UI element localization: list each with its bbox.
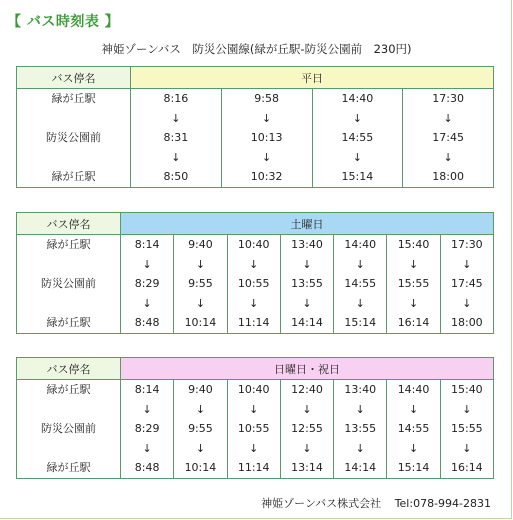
departure-time: 13:55 [344, 422, 377, 436]
saturday-header: 土曜日 [121, 213, 494, 235]
down-arrow-icon: ↓ [302, 402, 312, 416]
departure-time: 10:40 [237, 238, 270, 251]
down-arrow-icon: ↓ [262, 111, 272, 125]
departure-time: 9:55 [188, 422, 213, 436]
trip-column [131, 89, 222, 188]
departure-time: 15:40 [450, 383, 483, 396]
stop-names [17, 235, 121, 334]
down-arrow-icon: ↓ [249, 296, 259, 310]
departure-time: 8:16 [163, 92, 189, 105]
down-arrow-icon: ↓ [302, 296, 312, 310]
departure-time: 15:55 [450, 422, 483, 436]
down-arrow-icon: ↓ [171, 150, 181, 164]
departure-time: 13:40 [344, 383, 377, 396]
departure-time: 13:55 [291, 277, 323, 291]
departure-time: 10:55 [237, 277, 270, 291]
trip-column [440, 235, 493, 334]
down-arrow-icon: ↓ [352, 111, 362, 125]
trip-column [387, 380, 440, 479]
down-arrow-icon: ↓ [249, 402, 259, 416]
down-arrow-icon: ↓ [262, 150, 272, 164]
departure-time: 10:14 [184, 316, 217, 330]
departure-time: 14:40 [341, 92, 374, 105]
trip-column [440, 380, 493, 479]
down-arrow-icon: ↓ [195, 296, 206, 310]
down-arrow-icon: ↓ [302, 257, 312, 271]
down-arrow-icon: ↓ [142, 296, 152, 310]
trip-column [387, 235, 440, 334]
departure-time: 10:14 [184, 461, 217, 475]
stop-name: 緑が丘駅 [46, 383, 91, 396]
saturday-times-row [17, 235, 494, 334]
down-arrow-icon: ↓ [408, 402, 419, 416]
departure-time: 10:40 [237, 383, 270, 396]
departure-time: 14:40 [397, 383, 430, 396]
departure-time: 12:40 [291, 383, 323, 396]
weekday-times-row [17, 89, 494, 188]
departure-time: 17:45 [432, 131, 464, 145]
down-arrow-icon: ↓ [462, 441, 472, 455]
departure-time: 14:55 [397, 422, 430, 436]
down-arrow-icon: ↓ [195, 257, 206, 271]
departure-time: 17:30 [432, 92, 464, 105]
departure-time: 13:40 [291, 238, 323, 251]
departure-time: 15:14 [344, 316, 377, 330]
departure-time: 8:50 [163, 170, 189, 184]
departure-time: 14:14 [344, 461, 377, 475]
holiday-header: 日曜日・祝日 [121, 358, 494, 380]
departure-time: 8:14 [134, 238, 160, 251]
departure-time: 9:40 [188, 238, 213, 251]
departure-time: 8:29 [134, 277, 160, 291]
trip-column [312, 89, 403, 188]
stop-column-header: バス停名 [17, 213, 121, 235]
down-arrow-icon: ↓ [408, 441, 419, 455]
down-arrow-icon: ↓ [462, 257, 472, 271]
departure-time: 13:14 [291, 461, 323, 475]
departure-time: 9:55 [188, 277, 213, 291]
stop-names [17, 89, 131, 188]
departure-time: 15:40 [397, 238, 430, 251]
departure-time: 15:55 [397, 277, 430, 291]
departure-time: 15:14 [341, 170, 374, 184]
departure-time: 10:32 [250, 170, 283, 184]
departure-time: 18:00 [432, 170, 464, 184]
down-arrow-icon: ↓ [408, 296, 419, 310]
stop-name: 緑が丘駅 [46, 238, 91, 251]
stop-name: 緑が丘駅 [46, 461, 91, 475]
down-arrow-icon: ↓ [142, 402, 152, 416]
departure-time: 10:55 [237, 422, 270, 436]
stop-name: 防災公園前 [46, 131, 101, 145]
down-arrow-icon: ↓ [355, 257, 365, 271]
departure-time: 9:40 [188, 383, 213, 396]
trip-column [121, 235, 174, 334]
down-arrow-icon: ↓ [355, 441, 365, 455]
stop-column-header: バス停名 [17, 358, 121, 380]
down-arrow-icon: ↓ [408, 257, 419, 271]
departure-time: 14:55 [341, 131, 374, 145]
down-arrow-icon: ↓ [355, 296, 365, 310]
departure-time: 14:40 [344, 238, 377, 251]
departure-time: 8:29 [134, 422, 160, 436]
down-arrow-icon: ↓ [352, 150, 362, 164]
operator-footer [261, 495, 491, 511]
departure-time: 9:58 [254, 92, 279, 105]
trip-column [121, 380, 174, 479]
departure-time: 16:14 [397, 316, 430, 330]
route-subtitle: 神姫ゾーンバス 防災公園線(緑が丘駅-防災公園前 230円) [101, 42, 412, 56]
departure-time: 8:48 [134, 461, 160, 475]
trip-column [227, 380, 280, 479]
stop-name: 緑が丘駅 [51, 92, 96, 105]
departure-time: 11:14 [237, 461, 270, 475]
stop-name: 防災公園前 [41, 422, 96, 436]
departure-time: 15:14 [397, 461, 430, 475]
stop-name: 防災公園前 [41, 277, 96, 291]
departure-time: 8:31 [163, 131, 189, 145]
trip-column [174, 235, 227, 334]
down-arrow-icon: ↓ [142, 257, 152, 271]
departure-time: 10:13 [250, 131, 283, 145]
stop-column-header: バス停名 [17, 67, 131, 89]
trip-column [221, 89, 312, 188]
stop-name: 緑が丘駅 [46, 316, 91, 330]
weekday-header: 平日 [131, 67, 494, 89]
departure-time: 17:30 [450, 238, 483, 251]
departure-time: 14:55 [344, 277, 377, 291]
down-arrow-icon: ↓ [355, 402, 365, 416]
trip-column [174, 380, 227, 479]
down-arrow-icon: ↓ [443, 150, 453, 164]
departure-time: 12:55 [291, 422, 323, 436]
operator-phone: Tel:078-994-2831 [394, 497, 491, 510]
departure-time: 18:00 [450, 316, 483, 330]
page-title: 【 バス時刻表 】 [7, 14, 120, 30]
trip-column [227, 235, 280, 334]
down-arrow-icon: ↓ [462, 402, 472, 416]
holiday-timetable [16, 357, 494, 479]
down-arrow-icon: ↓ [302, 441, 312, 455]
operator-name: 神姫ゾーンバス株式会社 [261, 497, 382, 510]
stop-name: 緑が丘駅 [51, 170, 96, 184]
trip-column [280, 380, 333, 479]
departure-time: 17:45 [450, 277, 483, 291]
departure-time: 11:14 [237, 316, 270, 330]
down-arrow-icon: ↓ [195, 402, 206, 416]
departure-time: 16:14 [450, 461, 483, 475]
weekday-timetable [16, 66, 494, 188]
trip-column [403, 89, 494, 188]
trip-column [334, 380, 387, 479]
trip-column [280, 235, 333, 334]
down-arrow-icon: ↓ [249, 441, 259, 455]
trip-column [334, 235, 387, 334]
down-arrow-icon: ↓ [443, 111, 453, 125]
down-arrow-icon: ↓ [462, 296, 472, 310]
departure-time: 8:14 [134, 383, 160, 396]
saturday-timetable [16, 212, 494, 334]
down-arrow-icon: ↓ [195, 441, 206, 455]
down-arrow-icon: ↓ [249, 257, 259, 271]
stop-names [17, 380, 121, 479]
down-arrow-icon: ↓ [142, 441, 152, 455]
down-arrow-icon: ↓ [171, 111, 181, 125]
departure-time: 8:48 [134, 316, 160, 330]
departure-time: 14:14 [291, 316, 323, 330]
holiday-times-row [17, 380, 494, 479]
